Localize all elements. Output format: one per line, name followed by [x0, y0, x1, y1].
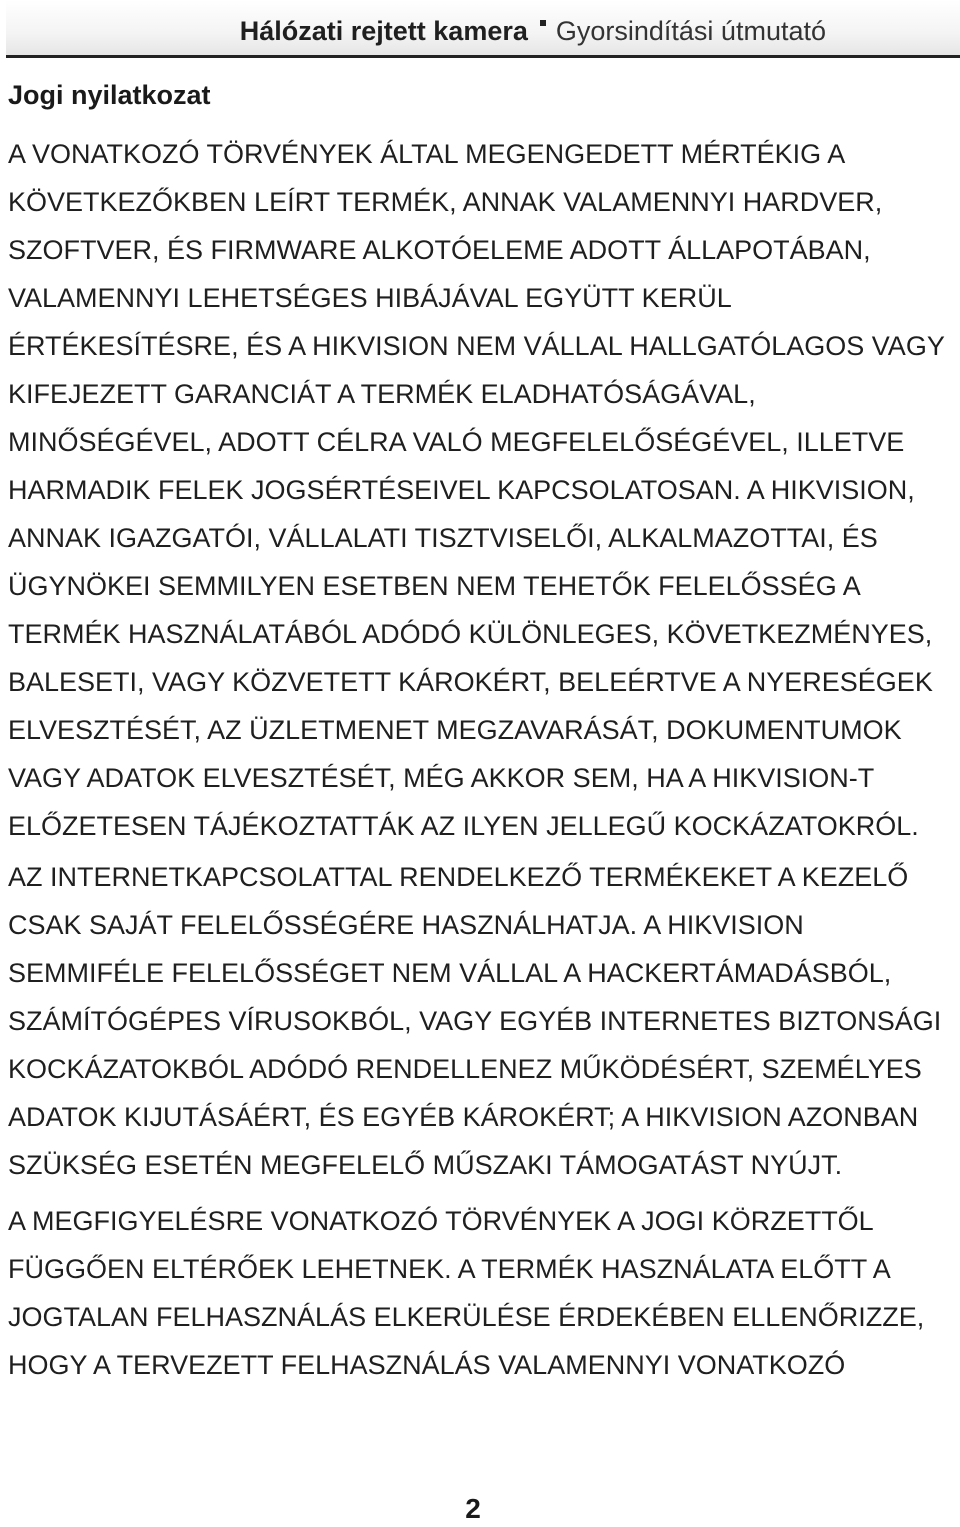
- text-line: CSAK SAJÁT FELELŐSSÉGÉRE HASZNÁLHATJA. A HIKVISION: [8, 910, 804, 940]
- text-line: ELŐZETESEN TÁJÉKOZTATTÁK AZ ILYEN JELLEGŰ KOCKÁZATOKRÓL.: [8, 811, 919, 841]
- header-separator-bullet: [540, 20, 546, 26]
- text-line: VALAMENNYI LEHETSÉGES HIBÁJÁVAL EGYÜTT KERÜL: [8, 283, 732, 313]
- text-line: BALESETI, VAGY KÖZVETETT KÁROKÉRT, BELEÉRTVE A NYERESÉGEK: [8, 667, 933, 697]
- text-line: A VONATKOZÓ TÖRVÉNYEK ÁLTAL MEGENGEDETT MÉRTÉKIG A: [8, 139, 846, 169]
- text-line: ANNAK IGAZGATÓI, VÁLLALATI TISZTVISELŐI, ALKALMAZOTTAI, ÉS: [8, 523, 878, 553]
- text-line: AZ INTERNETKAPCSOLATTAL RENDELKEZŐ TERMÉKEKET A KEZELŐ: [8, 862, 909, 892]
- section-title: Jogi nyilatkozat: [8, 80, 211, 110]
- text-line: JOGTALAN FELHASZNÁLÁS ELKERÜLÉSE ÉRDEKÉBEN ELLENŐRIZZE,: [8, 1302, 925, 1332]
- text-line: SZÜKSÉG ESETÉN MEGFELELŐ MŰSZAKI TÁMOGATÁST NYÚJT.: [8, 1150, 843, 1180]
- text-line: TERMÉK HASZNÁLATÁBÓL ADÓDÓ KÜLÖNLEGES, KÖVETKEZMÉNYES,: [8, 619, 933, 649]
- header-title: [240, 16, 826, 47]
- text-line: HARMADIK FELEK JOGSÉRTÉSEIVEL KAPCSOLATOSAN. A HIKVISION,: [8, 475, 915, 505]
- paragraph-disclaimer: [8, 130, 948, 850]
- page-number: 2: [465, 1493, 481, 1524]
- text-line: KIFEJEZETT GARANCIÁT A TERMÉK ELADHATÓSÁGÁVAL,: [8, 379, 756, 409]
- header-guide-name: Gyorsindítási útmutató: [555, 16, 826, 46]
- text-line: VAGY ADATOK ELVESZTÉSÉT, MÉG AKKOR SEM, HA A HIKVISION-T: [8, 763, 875, 793]
- text-line: FÜGGŐEN ELTÉRŐEK LEHETNEK. A TERMÉK HASZNÁLATA ELŐTT A: [8, 1254, 891, 1284]
- text-line: ELVESZTÉSÉT, AZ ÜZLETMENET MEGZAVARÁSÁT, DOKUMENTUMOK: [8, 715, 902, 745]
- header-product-name: Hálózati rejtett kamera: [239, 16, 528, 46]
- text-line: SZÁMÍTÓGÉPES VÍRUSOKBÓL, VAGY EGYÉB INTERNETES BIZTONSÁGI: [8, 1006, 942, 1036]
- text-line: SEMMIFÉLE FELELŐSSÉGET NEM VÁLLAL A HACKERTÁMADÁSBÓL,: [8, 958, 892, 988]
- paragraph-internet-liability: [8, 853, 948, 1189]
- text-line: A MEGFIGYELÉSRE VONATKOZÓ TÖRVÉNYEK A JOGI KÖRZETTŐL: [8, 1206, 874, 1236]
- text-line: ADATOK KIJUTÁSÁÉRT, ÉS EGYÉB KÁROKÉRT; A HIKVISION AZONBAN: [8, 1102, 919, 1132]
- paragraph-surveillance-laws: [8, 1197, 948, 1389]
- text-line: KÖVETKEZŐKBEN LEÍRT TERMÉK, ANNAK VALAMENNYI HARDVER,: [8, 187, 883, 217]
- text-line: MINŐSÉGÉVEL, ADOTT CÉLRA VALÓ MEGFELELŐSÉGÉVEL, ILLETVE: [8, 427, 905, 457]
- text-line: SZOFTVER, ÉS FIRMWARE ALKOTÓELEME ADOTT ÁLLAPOTÁBAN,: [8, 235, 871, 265]
- text-line: ÜGYNÖKEI SEMMILYEN ESETBEN NEM TEHETŐK FELELŐSSÉG A: [8, 571, 861, 601]
- text-line: ÉRTÉKESÍTÉSRE, ÉS A HIKVISION NEM VÁLLAL HALLGATÓLAGOS VAGY: [8, 331, 945, 361]
- text-line: KOCKÁZATOKBÓL ADÓDÓ RENDELLENEZ MŰKÖDÉSÉRT, SZEMÉLYES: [8, 1054, 922, 1084]
- page-header: [6, 0, 960, 58]
- text-line: HOGY A TERVEZETT FELHASZNÁLÁS VALAMENNYI VONATKOZÓ: [8, 1350, 846, 1380]
